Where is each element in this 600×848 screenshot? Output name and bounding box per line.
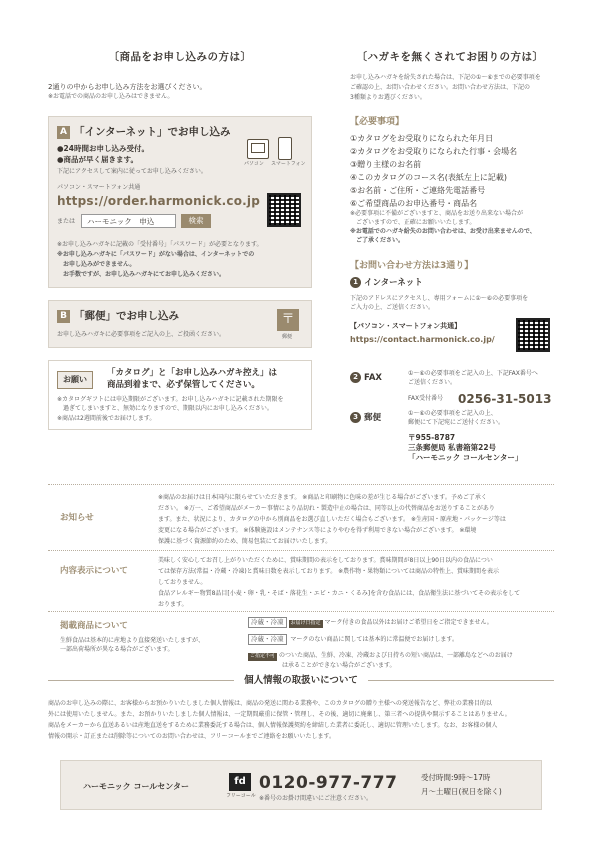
badge-b: B bbox=[57, 310, 70, 323]
sp-label: スマートフォン bbox=[271, 161, 306, 167]
feature-24h: ●24時間お申し込み受付。 bbox=[57, 144, 149, 153]
fax-desc-2: ご送信ください。 bbox=[408, 379, 457, 386]
internet-header bbox=[57, 125, 231, 140]
left-section-title: 〔商品をお申し込みの方は〕 bbox=[108, 51, 252, 63]
privacy-title: 個人情報の取扱いについて bbox=[234, 675, 368, 686]
post-desc: お申し込みハガキに必要事項をご記入の上、ご投函ください。 bbox=[57, 331, 226, 338]
icon-row-2 bbox=[248, 634, 458, 645]
info-label-3: 掲載商品について bbox=[60, 621, 128, 631]
note-1: ※お申し込みハガキに記載の「受付番号」「パスワード」が必要となります。 bbox=[57, 241, 263, 248]
or-label: または bbox=[57, 218, 76, 225]
pc-label: パソコン bbox=[244, 161, 264, 167]
required-list bbox=[350, 132, 517, 210]
net-label: インターネット bbox=[364, 278, 423, 288]
required-item: ③贈り主様のお名前 bbox=[350, 160, 422, 169]
smartphone-icon bbox=[278, 137, 292, 160]
intro-note: ※お電話での商品のお申し込みはできません。 bbox=[48, 93, 174, 100]
address-recipient: 「ハーモニック コールセンター」 bbox=[408, 453, 523, 462]
right-note-4: ご了承ください。 bbox=[350, 237, 405, 244]
info-label-2: 内容表示について bbox=[60, 566, 128, 576]
info-line: ては保存方法(常温・冷蔵・冷凍)と賞味日数を表示しております。 ※農作物・果物類については商品の特性上、賞味期間を表示 bbox=[158, 568, 500, 575]
info-label-1: お知らせ bbox=[60, 513, 94, 523]
num-2: 2 bbox=[350, 372, 361, 383]
net-desc-1: 下記のアドレスにアクセスし、専用フォームに①～⑥の必要事項を bbox=[350, 295, 529, 302]
mailbox-icon: 〒 bbox=[277, 309, 299, 331]
hours-2: 月～土曜日(祝日を除く) bbox=[421, 787, 502, 796]
fax-desc-1: ①～⑥の必要事項をご記入の上、下記FAX番号へ bbox=[408, 370, 538, 377]
phone-note: ※番号のお掛け間違いにご注意ください。 bbox=[259, 795, 373, 802]
request-line-1: 「カタログ」と「お申し込みハガキ控え」は bbox=[107, 368, 278, 378]
phone-number[interactable]: 0120-977-777 bbox=[259, 773, 398, 793]
info-line: おります。 bbox=[158, 601, 188, 608]
info-line: ます。また、状況により、カタログの中から別商品をお選び直しいただく場合もございます。 ※生産国・原産地・パッケージ等は bbox=[158, 516, 506, 523]
post-icon-label: 郵便 bbox=[282, 334, 293, 340]
order-qr-code bbox=[267, 193, 301, 227]
request-note-3: ※商品は2週間前後でお届けします。 bbox=[57, 415, 156, 422]
privacy-line: 情報の開示・訂正または削除等についてのお問い合わせは、フリーコールまでご連絡をお願いいたします。 bbox=[48, 733, 336, 740]
address-zip: 〒955-8787 bbox=[408, 433, 456, 442]
note-4: お手数ですが、お申し込みハガキにてお申し込みください。 bbox=[57, 271, 226, 278]
required-item: ⑤お名前・ご住所・ご連絡先電話番号 bbox=[350, 186, 486, 195]
contact-tag: 【お問い合わせ方法は3通り】 bbox=[350, 261, 474, 271]
info-text-3b: 一部出荷場所が異なる場合がございます。 bbox=[60, 646, 174, 653]
request-line-2: 商品到着まで、必ず保管してください。 bbox=[107, 380, 260, 390]
request-tag: お願い bbox=[57, 371, 93, 389]
internet-order-panel bbox=[48, 116, 312, 288]
info-text-3a: 生鮮食品は基本的に産地より直接発送いたしますが、 bbox=[60, 637, 205, 644]
post-desc-2: 郵便にて下記宛にご送付ください。 bbox=[408, 419, 505, 426]
required-item: ⑥ご希望商品のお申込番号・商品名 bbox=[350, 199, 478, 208]
privacy-line: 商品をメーカーから直送あるいは産地直送をするために業務委託する場合は、個人情報保護契約を締結した業者に委託し、適切に管理いたします。なお、お客様の個人 bbox=[48, 722, 498, 729]
right-note-2: ございますので、正確にお願いいたします。 bbox=[350, 219, 476, 226]
fax-sub: FAX受付番号 bbox=[408, 395, 444, 402]
contact-qr-code bbox=[516, 318, 550, 352]
common-label: パソコン・スマートフォン共通 bbox=[57, 184, 141, 191]
net-heading bbox=[350, 277, 423, 289]
fax-label: FAX bbox=[364, 373, 382, 383]
privacy-text bbox=[48, 698, 554, 742]
post-label: 郵便 bbox=[364, 413, 382, 423]
request-box bbox=[48, 360, 312, 430]
icon-row-3-text-1: のついた商品、生鮮、冷凍、冷蔵および日持ちの短い商品は、一部離島などへのお届け bbox=[278, 652, 513, 659]
divider bbox=[48, 611, 554, 612]
info-text-1 bbox=[158, 492, 506, 547]
pc-icon bbox=[247, 139, 269, 159]
required-item: ①カタログをお受取りになられた年月日 bbox=[350, 134, 494, 143]
info-line: しておりません。 bbox=[158, 579, 207, 586]
info-line: 保護に基づく資源節約のため、簡易包装にてお届けいたします。 bbox=[158, 538, 332, 545]
call-center-name: ハーモニック コールセンター bbox=[83, 782, 189, 791]
address-line: 三条郵便局 私書箱第22号 bbox=[408, 443, 497, 452]
internet-header-text: 「インターネット」でお申し込み bbox=[74, 126, 231, 138]
right-intro-3: 3種類よりお選びください。 bbox=[350, 94, 426, 101]
request-note-2: 過ぎてしまいますと、無効になりますので、期限以内にお申し込みください。 bbox=[57, 405, 273, 412]
feature-note: 下記にアクセスして案内に従ってお申し込みください。 bbox=[57, 168, 207, 175]
info-line: ※商品のお届けは日本国内に限らせていただきます。 ※商品と印刷物に色味の差が生じる場合がございます。予めご了承く bbox=[158, 494, 487, 501]
cold-frozen-mark: 冷蔵・冷凍 bbox=[248, 634, 287, 645]
note-3: お申し込みができません。 bbox=[57, 261, 136, 268]
right-note-1: ※必要事項に不備がございますと、商品をお送り出来ない場合が bbox=[350, 210, 524, 217]
fax-heading bbox=[350, 372, 382, 384]
icon-row-3 bbox=[248, 651, 513, 671]
search-input[interactable]: ハーモニック 申込 bbox=[81, 214, 176, 228]
no-date-mark: ご指定不可 bbox=[250, 653, 276, 659]
freedial-label: フリーコール bbox=[226, 793, 256, 799]
net-desc-2: ご入力の上、ご送信ください。 bbox=[350, 304, 435, 311]
freedial-icon: fd bbox=[229, 773, 251, 791]
post-heading bbox=[350, 412, 381, 424]
num-3: 3 bbox=[350, 412, 361, 423]
divider bbox=[48, 550, 554, 551]
required-tag: 【必要事項】 bbox=[350, 117, 405, 127]
info-text-2 bbox=[158, 555, 520, 610]
right-intro-2: ご確認の上、お問い合わせください。お問い合わせ方法は、下記の bbox=[350, 84, 531, 91]
info-line: ださい。 ※万一、ご希望商品がメーカー事情により品切れ・製造中止の場合は、同等以上の代替商品をお送りすることがあり bbox=[158, 505, 495, 512]
post-header bbox=[57, 309, 179, 324]
icon-row-1 bbox=[248, 617, 493, 628]
request-note-1: ※カタログギフトには申込期限がございます。お申し込みハガキに記載された期限を bbox=[57, 396, 284, 403]
right-note-3: ※お電話でのハガキ紛失のお問い合わせは、お受け出来ませんので、 bbox=[350, 228, 536, 235]
divider bbox=[48, 484, 554, 485]
icon-row-3-text-2: は承ることができない場合がございます。 bbox=[282, 662, 396, 669]
privacy-line: 商品のお申し込みの際に、お客様からお預かりいたしました個人情報は、商品の発送に関わる業務や、このカタログの贈り主様への発送報告など、弊社の業務目的以 bbox=[48, 700, 492, 707]
delivery-date-mark: お届け日指定 bbox=[290, 620, 321, 626]
net-common: 【パソコン・スマートフォン共通】 bbox=[350, 322, 462, 330]
badge-a: A bbox=[57, 126, 70, 139]
post-header-text: 「郵便」でお申し込み bbox=[74, 310, 179, 322]
call-center-box bbox=[60, 760, 542, 810]
info-line: 美味しく安心してお召し上がりいただくために、賞味期間の表示をしております。賞味期間が8日以上90日以内の食品につい bbox=[158, 557, 493, 564]
info-line: 変更になる場合がございます。 ※体験施設はメンテナンス等によりやむを得ず利用できない場合がございます。 ※環境 bbox=[158, 527, 477, 534]
order-url[interactable]: https://order.harmonick.co.jp bbox=[57, 194, 261, 208]
required-item: ④このカタログのコース名(表紙左上に記載) bbox=[350, 173, 508, 182]
privacy-line: 外には使用いたしません。また、お預かりいたしました個人情報は、一定期間厳重に保管・管理し、その後、適切に廃棄し、第三者への提供や開示することはありません。 bbox=[48, 711, 511, 718]
icon-row-1-text: マーク付きの食品以外はお届けご希望日をご指定できません。 bbox=[324, 619, 493, 626]
right-intro-1: お申し込みハガキを紛失された場合は、下記の①～⑥までの必要事項を bbox=[350, 74, 541, 81]
hours-1: 受付時間:9時～17時 bbox=[421, 773, 491, 782]
fax-number: 0256-31-5013 bbox=[458, 392, 552, 406]
right-section-title: 〔ハガキを無くされてお困りの方は〕 bbox=[356, 51, 544, 63]
intro-text: 2通りの中からお申し込み方法をお選びください。 bbox=[48, 83, 207, 91]
icon-row-2-text: マークのない商品に関しては基本的に常温便でお届けします。 bbox=[290, 636, 458, 643]
post-order-panel bbox=[48, 300, 312, 348]
info-line: 食品アレルギー物質8品目[小麦・卵・乳・そば・落花生・エビ・カニ・くるみ]を含む食品には、食品衛生法に基づいてその表示をして bbox=[158, 590, 521, 597]
cold-frozen-mark: 冷蔵・冷凍 bbox=[248, 617, 287, 628]
privacy-title-wrap bbox=[48, 675, 554, 694]
post-desc-1: ①～⑥の必要事項をご記入の上、 bbox=[408, 410, 497, 417]
feature-fast: ●商品が早く届きます。 bbox=[57, 155, 138, 164]
contact-url[interactable]: https://contact.harmonick.co.jp/ bbox=[350, 335, 495, 344]
num-1: 1 bbox=[350, 277, 361, 288]
required-item: ②カタログをお受取りになられた行事・会場名 bbox=[350, 147, 518, 156]
note-2: ※お申し込みハガキに「パスワード」がない場合は、インターネットでの bbox=[57, 251, 255, 258]
search-button[interactable]: 検索 bbox=[181, 214, 211, 228]
